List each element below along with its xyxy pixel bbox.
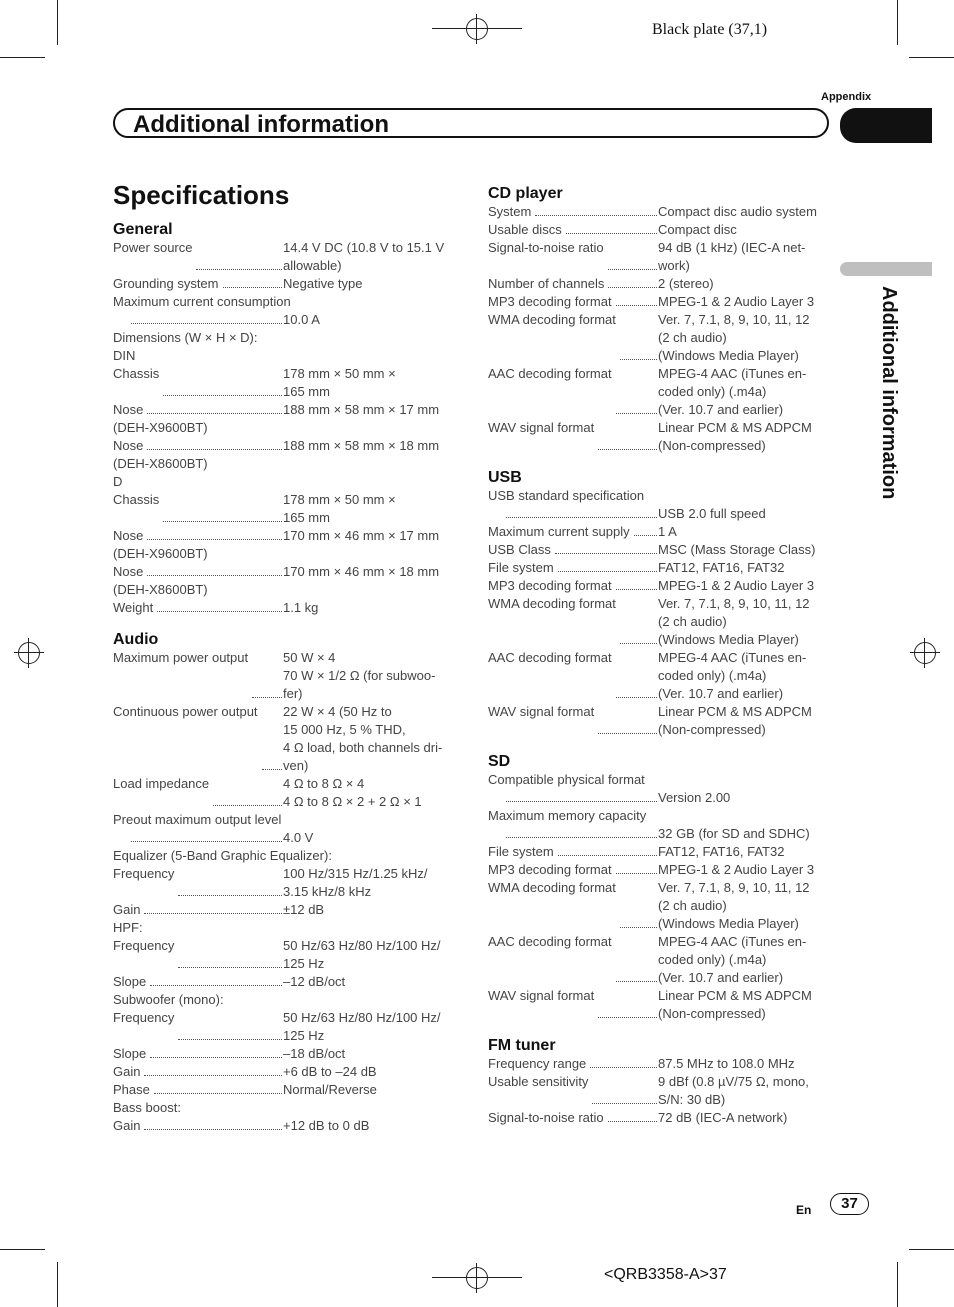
leader-dots [163, 491, 282, 522]
crop-mark [57, 0, 58, 45]
section-heading: SD [488, 753, 511, 770]
leader-dots [213, 775, 282, 806]
spec-value: 9 dBf (0.8 µV/75 Ω, mono, S/N: 30 dB) [658, 1074, 809, 1107]
spec-value: Linear PCM & MS ADPCM (Non-compressed) [658, 420, 812, 453]
spec-label-line: (DEH-X8600BT) [113, 456, 208, 471]
spec-row [113, 865, 453, 901]
spec-label: AAC decoding format [488, 650, 612, 665]
spec-value: –18 dB/oct [283, 1046, 346, 1061]
right-column [488, 185, 828, 1141]
crop-mark [0, 57, 45, 58]
spec-value: 1 A [658, 524, 677, 539]
spec-value: 188 mm × 58 mm × 17 mm [283, 402, 440, 417]
crop-mark [909, 57, 954, 58]
spec-row [113, 527, 453, 545]
spec-value: 170 mm × 46 mm × 18 mm [283, 564, 440, 579]
spec-label: Power source [113, 240, 193, 255]
registration-mark-icon [462, 1263, 492, 1293]
spec-row [113, 275, 453, 293]
appendix-label: Appendix [821, 91, 872, 103]
spec-label: Frequency range [488, 1056, 587, 1071]
section-heading: CD player [488, 185, 563, 202]
spec-label-line: USB standard specification [488, 488, 645, 503]
spec-row [113, 1045, 453, 1063]
spec-value: MPEG-1 & 2 Audio Layer 3 [658, 578, 815, 593]
spec-row [488, 879, 828, 933]
spec-row [488, 703, 828, 739]
spec-label: WMA decoding format [488, 596, 616, 611]
spec-label-line: (DEH-X9600BT) [113, 420, 208, 435]
spec-row [488, 595, 828, 649]
spec-value: Compact disc [658, 222, 737, 237]
spec-label: WMA decoding format [488, 880, 616, 895]
leader-dots [555, 541, 657, 554]
spec-section [488, 1037, 828, 1127]
spec-row [488, 825, 828, 843]
leader-dots [150, 973, 282, 986]
leader-dots [608, 1109, 657, 1122]
spec-row [488, 933, 828, 987]
spec-label: MP3 decoding format [488, 294, 612, 309]
spec-row [488, 505, 828, 523]
leader-dots [620, 879, 657, 928]
spec-row [113, 703, 453, 775]
leader-dots [131, 311, 282, 324]
leader-dots [506, 789, 657, 802]
spec-value: 170 mm × 46 mm × 17 mm [283, 528, 440, 543]
spec-row [488, 577, 828, 595]
spec-row [113, 1063, 453, 1081]
spec-value: Normal/Reverse [283, 1082, 377, 1097]
spec-value: MSC (Mass Storage Class) [658, 542, 816, 557]
leader-dots [144, 901, 282, 914]
spec-value: 72 dB (IEC-A network) [658, 1110, 788, 1125]
spec-value: 178 mm × 50 mm × 165 mm [283, 492, 396, 525]
spec-label-line: Subwoofer (mono): [113, 992, 224, 1007]
spec-value: +6 dB to –24 dB [283, 1064, 377, 1079]
leader-dots [558, 843, 657, 856]
leader-dots [616, 365, 657, 414]
spec-label: Nose [113, 402, 144, 417]
spec-row [488, 559, 828, 577]
leader-dots [620, 595, 657, 644]
spec-value: 94 dB (1 kHz) (IEC-A net- work) [658, 240, 806, 273]
spec-value: 100 Hz/315 Hz/1.25 kHz/ 3.15 kHz/8 kHz [283, 866, 428, 899]
spec-row [113, 599, 453, 617]
spec-label: Chassis [113, 366, 160, 381]
registration-mark-icon [910, 638, 940, 668]
spec-row [488, 275, 828, 293]
spec-value: 87.5 MHz to 108.0 MHz [658, 1056, 795, 1071]
spec-label: Slope [113, 974, 147, 989]
leader-dots [147, 401, 282, 414]
spec-section [488, 469, 828, 739]
spec-row [113, 365, 453, 401]
spec-value: 50 W × 4 70 W × 1/2 Ω (for subwoo- fer) [283, 650, 436, 701]
spec-value: –12 dB/oct [283, 974, 346, 989]
leader-dots [608, 275, 657, 288]
leader-dots [144, 1117, 282, 1130]
crop-mark [0, 1249, 45, 1250]
side-tab-label: Additional information [878, 286, 900, 500]
leader-dots [506, 825, 657, 838]
leader-dots [598, 419, 657, 450]
spec-label-line: Dimensions (W × H × D): [113, 330, 258, 345]
left-column [113, 221, 453, 1149]
document-code: <QRB3358-A>37 [604, 1266, 727, 1283]
spec-row [488, 649, 828, 703]
spec-label: Continuous power output [113, 704, 258, 719]
spec-row [488, 789, 828, 807]
spec-label: Maximum current supply [488, 524, 630, 539]
spec-label: Nose [113, 528, 144, 543]
spec-label-line: (DEH-X8600BT) [113, 582, 208, 597]
leader-dots [178, 1009, 282, 1040]
spec-label: Nose [113, 438, 144, 453]
spec-row [488, 843, 828, 861]
spec-value: +12 dB to 0 dB [283, 1118, 370, 1133]
plate-label: Black plate (37,1) [652, 21, 768, 38]
spec-row [488, 203, 828, 221]
spec-row [488, 1109, 828, 1127]
spec-value: MPEG-1 & 2 Audio Layer 3 [658, 294, 815, 309]
leader-dots [592, 1073, 657, 1104]
spec-row [113, 1081, 453, 1099]
spec-row [113, 1009, 453, 1045]
chapter-tab-black [840, 108, 932, 143]
spec-value: 1.1 kg [283, 600, 319, 615]
spec-row [488, 419, 828, 455]
spec-value: 4 Ω to 8 Ω × 4 4 Ω to 8 Ω × 2 + 2 Ω × 1 [283, 776, 422, 809]
spec-label: WAV signal format [488, 988, 595, 1003]
spec-label: MP3 decoding format [488, 862, 612, 877]
crop-mark [909, 1249, 954, 1250]
spec-value: 10.0 A [283, 312, 320, 327]
spec-value: 2 (stereo) [658, 276, 714, 291]
spec-value: 50 Hz/63 Hz/80 Hz/100 Hz/ 125 Hz [283, 938, 441, 971]
leader-dots [163, 365, 282, 396]
spec-value: Ver. 7, 7.1, 8, 9, 10, 11, 12 (2 ch audio) (Windows Media Player) [658, 880, 810, 931]
spec-label: Gain [113, 1064, 141, 1079]
leader-dots [252, 649, 282, 698]
spec-label: File system [488, 844, 554, 859]
spec-value: 22 W × 4 (50 Hz to 15 000 Hz, 5 % THD, 4 Ω load, both channels dri- ven) [283, 704, 443, 773]
spec-row [113, 775, 453, 811]
spec-label: Grounding system [113, 276, 219, 291]
spec-label: Usable discs [488, 222, 562, 237]
spec-label-line: Maximum memory capacity [488, 808, 647, 823]
spec-label: Weight [113, 600, 154, 615]
leader-dots [616, 649, 657, 698]
spec-label: System [488, 204, 532, 219]
crop-mark [897, 0, 898, 45]
spec-value: Ver. 7, 7.1, 8, 9, 10, 11, 12 (2 ch audio) (Windows Media Player) [658, 596, 810, 647]
section-heading: Audio [113, 631, 159, 648]
leader-dots [223, 275, 283, 288]
spec-row [113, 973, 453, 991]
leader-dots [598, 703, 657, 734]
spec-label-line: Equalizer (5-Band Graphic Equalizer): [113, 848, 332, 863]
leader-dots [144, 1063, 282, 1076]
chapter-tab-gray [840, 262, 932, 276]
spec-value: ±12 dB [283, 902, 325, 917]
spec-row [113, 1117, 453, 1135]
section-heading: General [113, 221, 173, 238]
spec-value: Linear PCM & MS ADPCM (Non-compressed) [658, 704, 812, 737]
spec-value: MPEG-4 AAC (iTunes en- coded only) (.m4a) (Ver. 10.7 and earlier) [658, 934, 807, 985]
spec-value: 178 mm × 50 mm × 165 mm [283, 366, 396, 399]
spec-label-line: HPF: [113, 920, 143, 935]
spec-label: Gain [113, 1118, 141, 1133]
spec-label-line: Maximum current consumption [113, 294, 291, 309]
spec-label: USB Class [488, 542, 551, 557]
spec-label: Chassis [113, 492, 160, 507]
spec-value: 32 GB (for SD and SDHC) [658, 826, 810, 841]
spec-row [488, 311, 828, 365]
spec-label: AAC decoding format [488, 934, 612, 949]
spec-label: MP3 decoding format [488, 578, 612, 593]
leader-dots [262, 703, 282, 770]
registration-mark-icon [462, 14, 492, 44]
spec-row [488, 987, 828, 1023]
leader-dots [147, 437, 282, 450]
spec-value: Version 2.00 [658, 790, 731, 805]
spec-value: 188 mm × 58 mm × 18 mm [283, 438, 440, 453]
page-title: Specifications [113, 180, 290, 210]
spec-row [113, 829, 453, 847]
crop-mark [57, 1262, 58, 1307]
section-heading: USB [488, 469, 522, 486]
leader-dots [178, 865, 282, 896]
spec-label: WAV signal format [488, 420, 595, 435]
leader-dots [598, 987, 657, 1018]
spec-section [113, 221, 453, 617]
spec-row [488, 365, 828, 419]
spec-label-line: D [113, 474, 123, 489]
spec-row [488, 541, 828, 559]
spec-label: WAV signal format [488, 704, 595, 719]
leader-dots [616, 861, 657, 874]
section-heading: FM tuner [488, 1037, 556, 1054]
section-title: Additional information [133, 111, 389, 138]
leader-dots [150, 1045, 282, 1058]
leader-dots [154, 1081, 282, 1094]
spec-row [113, 311, 453, 329]
spec-row [113, 239, 453, 275]
spec-value: 4.0 V [283, 830, 314, 845]
spec-label-line: Bass boost: [113, 1100, 181, 1115]
spec-row [488, 861, 828, 879]
spec-value: 50 Hz/63 Hz/80 Hz/100 Hz/ 125 Hz [283, 1010, 441, 1043]
spec-label: Phase [113, 1082, 150, 1097]
spec-row [488, 1073, 828, 1109]
spec-label-line: (DEH-X9600BT) [113, 546, 208, 561]
spec-label: WMA decoding format [488, 312, 616, 327]
spec-row [113, 937, 453, 973]
spec-label: Maximum power output [113, 650, 249, 665]
leader-dots [558, 559, 657, 572]
spec-row [113, 563, 453, 581]
spec-label-line: Preout maximum output level [113, 812, 282, 827]
spec-label: File system [488, 560, 554, 575]
spec-row [113, 901, 453, 919]
spec-label: Gain [113, 902, 141, 917]
spec-row [488, 239, 828, 275]
spec-label: Frequency [113, 866, 175, 881]
leader-dots [616, 577, 657, 590]
leader-dots [566, 221, 657, 234]
leader-dots [196, 239, 282, 270]
leader-dots [620, 311, 657, 360]
leader-dots [634, 523, 657, 536]
section-title-bar [113, 108, 829, 138]
spec-value: MPEG-4 AAC (iTunes en- coded only) (.m4a) (Ver. 10.7 and earlier) [658, 366, 807, 417]
spec-value: FAT12, FAT16, FAT32 [658, 560, 785, 575]
language-label: En [796, 1203, 812, 1217]
spec-row [488, 293, 828, 311]
leader-dots [157, 599, 282, 612]
leader-dots [608, 239, 657, 270]
spec-label-line: DIN [113, 348, 136, 363]
spec-value: MPEG-4 AAC (iTunes en- coded only) (.m4a) (Ver. 10.7 and earlier) [658, 650, 807, 701]
spec-value: Linear PCM & MS ADPCM (Non-compressed) [658, 988, 812, 1021]
leader-dots [616, 293, 657, 306]
spec-label: Signal-to-noise ratio [488, 240, 604, 255]
registration-mark-icon [14, 638, 44, 668]
spec-row [488, 523, 828, 541]
spec-row [113, 437, 453, 455]
spec-value: 14.4 V DC (10.8 V to 15.1 V allowable) [283, 240, 445, 273]
spec-value: USB 2.0 full speed [658, 506, 766, 521]
leader-dots [147, 563, 282, 576]
page-number: 37 [830, 1193, 869, 1215]
spec-section [488, 185, 828, 455]
spec-label-line: Compatible physical format [488, 772, 645, 787]
leader-dots [535, 203, 657, 216]
spec-label: Number of channels [488, 276, 605, 291]
leader-dots [616, 933, 657, 982]
leader-dots [147, 527, 282, 540]
spec-value: Negative type [283, 276, 363, 291]
spec-label: Slope [113, 1046, 147, 1061]
leader-dots [178, 937, 282, 968]
spec-label: Load impedance [113, 776, 210, 791]
spec-value: MPEG-1 & 2 Audio Layer 3 [658, 862, 815, 877]
spec-section [488, 753, 828, 1023]
spec-label: Signal-to-noise ratio [488, 1110, 604, 1125]
spec-label: Nose [113, 564, 144, 579]
spec-label: Frequency [113, 1010, 175, 1025]
spec-row [488, 1055, 828, 1073]
spec-label: AAC decoding format [488, 366, 612, 381]
spec-section [113, 631, 453, 1135]
crop-mark [897, 1262, 898, 1307]
spec-value: Compact disc audio system [658, 204, 817, 219]
spec-row [113, 649, 453, 703]
leader-dots [131, 829, 282, 842]
spec-row [488, 221, 828, 239]
spec-label: Usable sensitivity [488, 1074, 589, 1089]
spec-value: Ver. 7, 7.1, 8, 9, 10, 11, 12 (2 ch audio) (Windows Media Player) [658, 312, 810, 363]
leader-dots [506, 505, 657, 518]
spec-row [113, 491, 453, 527]
spec-value: FAT12, FAT16, FAT32 [658, 844, 785, 859]
spec-row [113, 401, 453, 419]
spec-label: Frequency [113, 938, 175, 953]
leader-dots [590, 1055, 657, 1068]
